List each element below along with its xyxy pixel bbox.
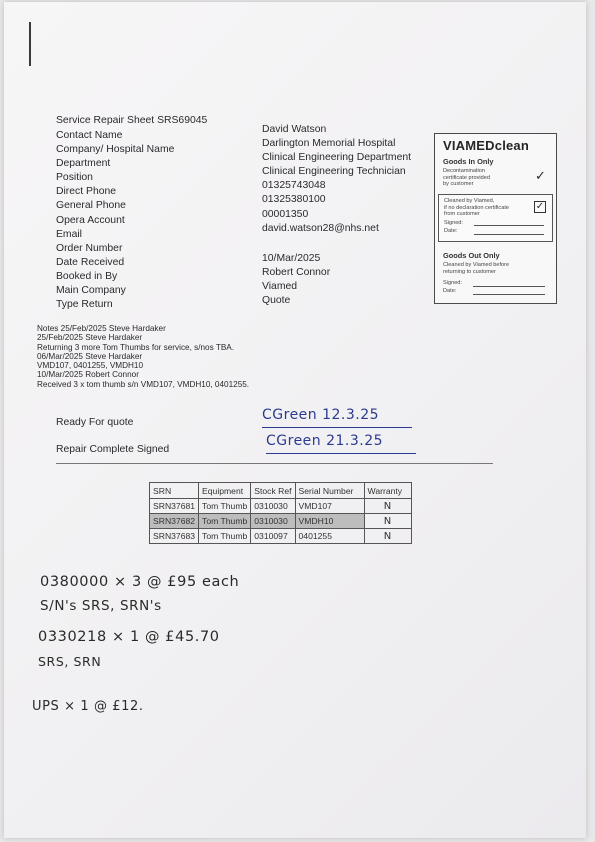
note-line: 25/Feb/2025 Steve Hardaker xyxy=(37,333,143,343)
cleaned-text: Cleaned by Viamed, if no declaration certificate from customer xyxy=(444,198,509,218)
ready-for-quote-label: Ready For quote xyxy=(56,417,134,428)
handwritten-line: SRS, SRN xyxy=(38,654,102,669)
field-value: 00001350 xyxy=(262,208,309,220)
goods-out-date-label: Date: xyxy=(443,288,457,294)
note-line: Returning 3 more Tom Thumbs for service, s/nos TBA. xyxy=(37,342,235,352)
field-value: Quote xyxy=(262,295,291,307)
handwritten-line: S/N's SRS, SRN's xyxy=(40,598,162,614)
goods-out-signed-line xyxy=(473,286,545,287)
column-header: Stock Ref xyxy=(251,483,295,499)
note-line: 06/Mar/2025 Steve Hardaker xyxy=(37,351,143,361)
stamp-brand: VIAMEDclean xyxy=(443,138,530,153)
field-label: Type Return xyxy=(56,299,113,311)
field-label: General Phone xyxy=(56,200,126,212)
note-line: Notes 25/Feb/2025 Steve Hardaker xyxy=(37,324,166,333)
goods-in-checkbox: ✓ xyxy=(535,168,546,183)
srn-cell: SRN37681 xyxy=(150,499,199,514)
field-label: Email xyxy=(56,228,82,240)
ready-signature: CGreen 12.3.25 xyxy=(262,407,380,423)
field-value: Clinical Engineering Department xyxy=(262,152,412,164)
goods-out-signed-label: Signed: xyxy=(443,280,462,286)
table-row xyxy=(150,499,412,514)
repair-sheet-page xyxy=(4,2,586,838)
goods-out-title: Goods Out Only xyxy=(443,251,500,260)
field-value: 01325743048 xyxy=(262,180,326,192)
field-value: Clinical Engineering Technician xyxy=(262,166,406,178)
field-label: Department xyxy=(56,158,111,170)
field-labels xyxy=(56,129,174,312)
field-value: David Watson xyxy=(262,124,327,135)
divider-line xyxy=(56,463,493,464)
repair-complete-label: Repair Complete Signed xyxy=(56,444,170,455)
complete-signature: CGreen 21.3.25 xyxy=(266,433,384,449)
field-label: Direct Phone xyxy=(56,186,117,198)
field-value xyxy=(262,236,411,250)
table-header-row xyxy=(150,483,412,499)
field-label: Main Company xyxy=(56,285,126,297)
cleaned-signed-label: Signed: xyxy=(444,220,463,226)
equipment-cell: Tom Thumb xyxy=(199,514,251,529)
sheet-title: Service Repair Sheet SRS69045 xyxy=(56,115,208,126)
field-label: Opera Account xyxy=(56,214,125,226)
cleaned-date-label: Date: xyxy=(444,228,458,234)
warranty-cell: N xyxy=(364,514,411,529)
column-header: Warranty xyxy=(364,483,411,499)
stock-ref-cell: 0310097 xyxy=(251,529,295,544)
goods-out-date-line xyxy=(473,294,545,295)
field-label: Booked in By xyxy=(56,270,118,282)
cleaned-date-line xyxy=(474,234,544,235)
handwritten-line: UPS × 1 @ £12. xyxy=(32,699,144,714)
field-label: Position xyxy=(56,172,93,184)
field-value: david.watson28@nhs.net xyxy=(262,222,379,234)
pen-mark xyxy=(29,22,31,66)
viamed-clean-stamp xyxy=(434,133,557,304)
column-header: SRN xyxy=(150,483,199,499)
warranty-cell: N xyxy=(364,529,411,544)
serial-cell: 0401255 xyxy=(295,529,364,544)
srn-cell: SRN37682 xyxy=(150,514,199,529)
stock-ref-cell: 0310030 xyxy=(251,499,295,514)
field-value: Darlington Memorial Hospital xyxy=(262,138,396,150)
field-label: Company/ Hospital Name xyxy=(56,144,175,156)
field-value: Viamed xyxy=(262,281,298,293)
column-header: Serial Number xyxy=(295,483,364,499)
table-row xyxy=(150,529,412,544)
serial-cell: VMDH10 xyxy=(295,514,364,529)
handwritten-line: 0330218 × 1 @ £45.70 xyxy=(38,629,220,645)
field-values xyxy=(262,123,411,308)
cleaned-section xyxy=(438,194,553,242)
note-line: VMD107, 0401255, VMDH10 xyxy=(37,361,144,371)
field-value: Robert Connor xyxy=(262,266,331,278)
goods-in-title: Goods In Only xyxy=(443,157,494,166)
equipment-cell: Tom Thumb xyxy=(199,529,251,544)
field-value: 01325380100 xyxy=(262,194,326,206)
warranty-cell: N xyxy=(364,499,411,514)
note-line: 10/Mar/2025 Robert Connor xyxy=(37,370,139,380)
field-label: Contact Name xyxy=(56,130,123,141)
stock-ref-cell: 0310030 xyxy=(251,514,295,529)
srn-table xyxy=(149,482,412,544)
cleaned-checkbox: ✓ xyxy=(535,201,545,212)
srn-cell: SRN37683 xyxy=(150,529,199,544)
field-value: 10/Mar/2025 xyxy=(262,252,321,264)
notes-block xyxy=(37,324,249,389)
handwritten-line: 0380000 × 3 @ £95 each xyxy=(40,574,240,590)
column-header: Equipment xyxy=(199,483,251,499)
field-label: Date Received xyxy=(56,256,125,268)
field-label: Order Number xyxy=(56,242,123,254)
complete-signature-underline xyxy=(266,453,416,454)
cleaned-signed-line xyxy=(474,225,544,226)
serial-cell: VMD107 xyxy=(295,499,364,514)
goods-out-text: Cleaned by Viamed before returning to customer xyxy=(443,262,510,275)
table-row xyxy=(150,514,412,529)
ready-signature-underline xyxy=(262,427,412,428)
goods-in-text: Decontamination certificate provided by customer xyxy=(443,168,490,188)
note-line: Received 3 x tom thumb s/n VMD107, VMDH10, 0401255. xyxy=(37,379,250,389)
equipment-cell: Tom Thumb xyxy=(199,499,251,514)
